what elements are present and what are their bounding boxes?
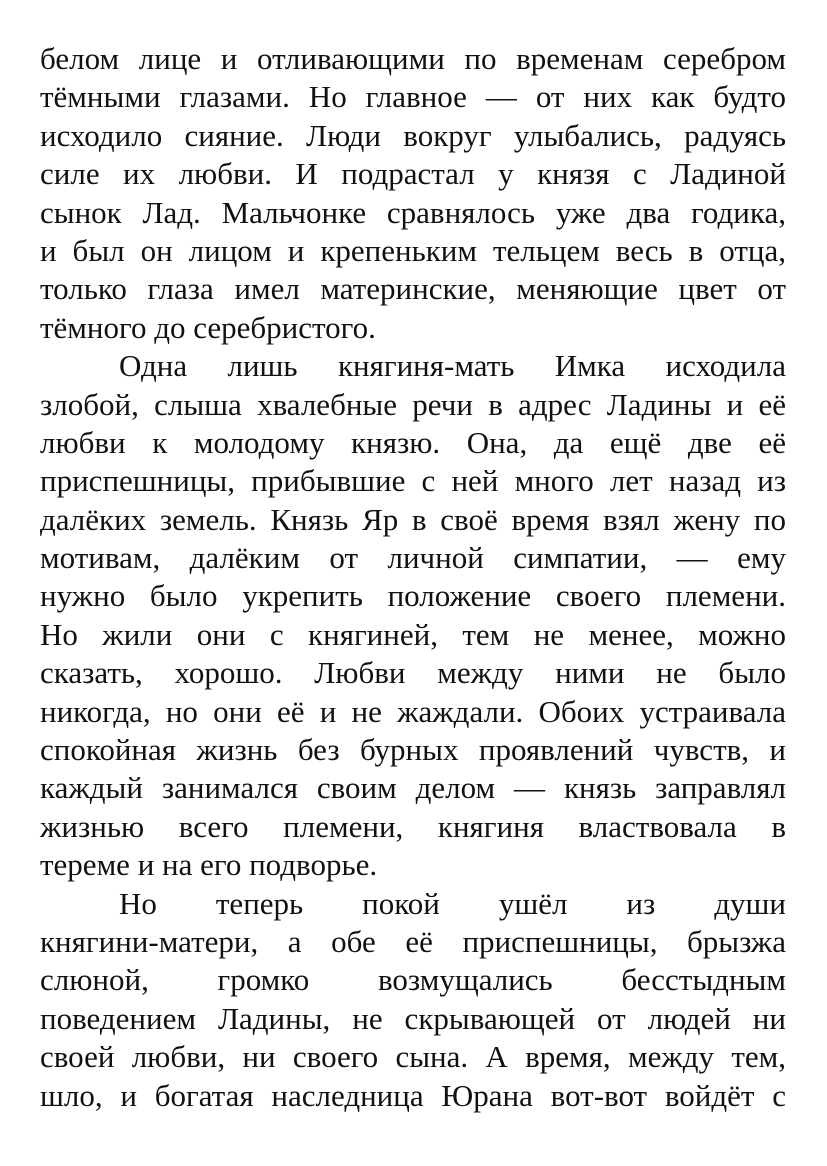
text-line: любви к молодому князю. Она, да ещё две её [40,424,786,460]
text-line: тёмного до серебристого. [40,309,376,345]
text-line: спокойная жизнь без бурных проявлений чувств, и [40,732,786,768]
text-line: тереме и на его подворье. [40,847,378,883]
text-line: жизнью всего племени, княгиня властвовала в [40,808,786,844]
text-line: слюной, громко возмущались бесстыдным [40,962,786,998]
text-line: приспешницы, прибывшие с ней много лет назад из [40,463,786,499]
text-line: далёких земель. Князь Яр в своё время взял жену по [40,501,786,537]
paragraph-3 [40,885,786,1115]
text-line: никогда, но они её и не жаждали. Обоих устраивала [40,693,786,729]
text-line: Но жили они с княгиней, тем не менее, можно [40,616,786,652]
text-line: исходило сияние. Люди вокруг улыбались, радуясь [40,117,786,153]
text-line: белом лице и отливающими по временам серебром [40,41,786,76]
paragraph-1 [40,40,786,347]
text-line: княгини-матери, а обе её приспешницы, брызжа [40,923,786,959]
text-line: и был он лицом и крепеньким тельцем весь в отца, [40,232,786,268]
text-line: нужно было укрепить положение своего племени. [40,578,786,614]
text-line: силе их любви. И подрастал у князя с Ладиной [40,156,786,192]
text-line: своей любви, ни своего сына. А время, между тем, [40,1039,786,1075]
text-line: Одна лишь княгиня-мать Имка исходила [119,348,786,384]
text-line: сынок Лад. Мальчонке сравнялось уже два годика, [40,194,786,230]
text-line: только глаза имел материнские, меняющие цвет от [40,271,786,307]
text-line: поведением Ладины, не скрывающей от людей ни [40,1000,786,1036]
document-page [40,40,786,1115]
text-line: злобой, слыша хвалебные речи в адрес Ладины и её [40,386,786,422]
text-line: каждый занимался своим делом — князь заправлял [40,770,786,806]
text-line: шло, и богатая наследница Юрана вот-вот войдёт с [40,1077,786,1113]
text-line: мотивам, далёким от личной симпатии, — ему [40,540,786,576]
text-line: Но теперь покой ушёл из души [119,885,786,921]
text-line: тёмными глазами. Но главное — от них как будто [40,79,786,115]
paragraph-2 [40,347,786,884]
text-line: сказать, хорошо. Любви между ними не было [40,655,786,691]
